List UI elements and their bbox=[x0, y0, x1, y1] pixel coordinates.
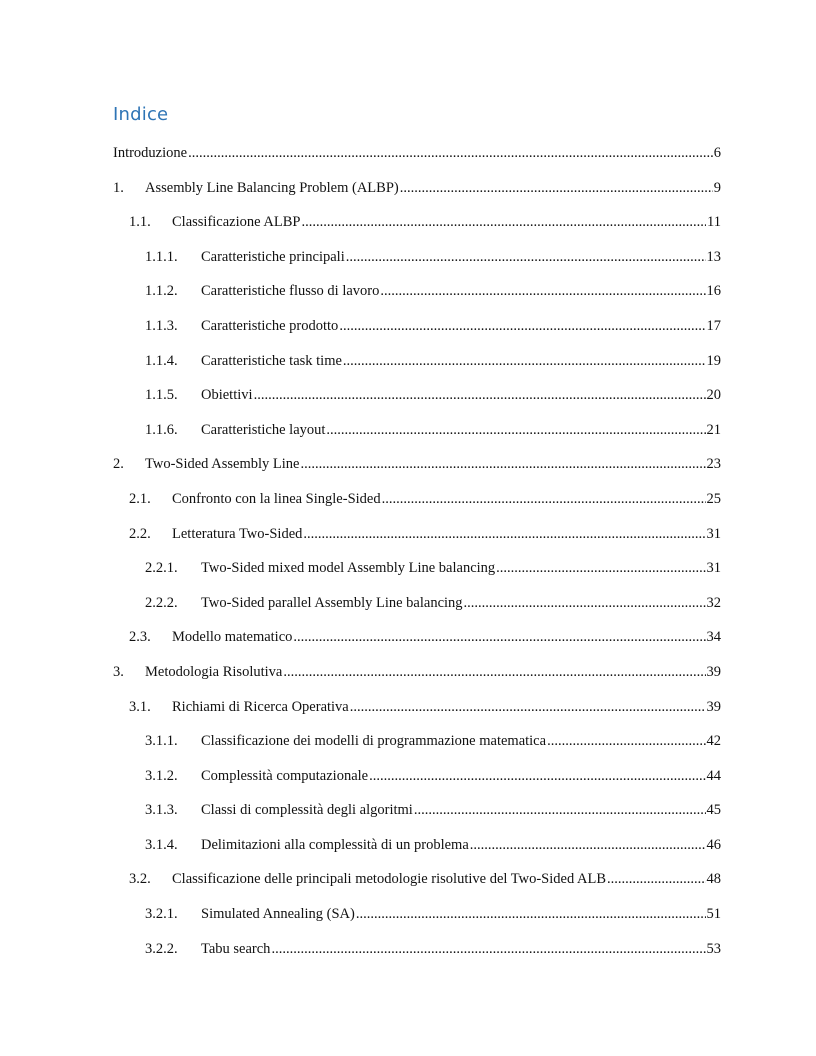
toc-entry-label: Two-Sided Assembly Line bbox=[145, 456, 300, 473]
toc-entry-page: 39 bbox=[706, 698, 721, 715]
toc-entry-number: 1. bbox=[113, 179, 124, 196]
toc-entry-label: Classificazione ALBP bbox=[172, 214, 301, 231]
toc-entry[interactable] bbox=[113, 526, 721, 561]
toc-dot-leader bbox=[414, 802, 706, 819]
toc-entry-label: Simulated Annealing (SA) bbox=[201, 906, 355, 923]
toc-entry-page: 32 bbox=[706, 594, 721, 611]
toc-entry-number: 3.2.1. bbox=[145, 906, 178, 923]
toc-entry[interactable] bbox=[113, 699, 721, 734]
toc-entry-number: 3.1.3. bbox=[145, 802, 178, 819]
toc-entry-number: 1.1.1. bbox=[145, 248, 178, 265]
toc-entry[interactable] bbox=[113, 283, 721, 318]
toc-entry-page: 19 bbox=[706, 352, 721, 369]
toc-entry-number: 3. bbox=[113, 663, 124, 680]
toc-entry[interactable] bbox=[113, 733, 721, 768]
toc-entry-page: 46 bbox=[706, 836, 721, 853]
toc-dot-leader bbox=[607, 871, 705, 888]
toc-dot-leader bbox=[301, 214, 706, 231]
toc-entry-number: 2.2. bbox=[129, 525, 151, 542]
toc-entry-label: Classi di complessità degli algoritmi bbox=[201, 802, 413, 819]
toc-dot-leader bbox=[326, 422, 705, 439]
toc-entry-number: 3.1. bbox=[129, 698, 151, 715]
toc-entry-label: Caratteristiche task time bbox=[201, 352, 342, 369]
toc-entry-label: Modello matematico bbox=[172, 629, 293, 646]
toc-entry[interactable] bbox=[113, 837, 721, 872]
toc-entry[interactable] bbox=[113, 629, 721, 664]
toc-entry-page: 31 bbox=[706, 525, 721, 542]
toc-entry-label: Classificazione dei modelli di programmazione matematica bbox=[201, 733, 547, 750]
toc-entry-label: Delimitazioni alla complessità di un problema bbox=[201, 836, 469, 853]
toc-entry[interactable] bbox=[113, 387, 721, 422]
toc-entry-page: 53 bbox=[706, 940, 721, 957]
toc-entry-label: Caratteristiche prodotto bbox=[201, 317, 339, 334]
toc-dot-leader bbox=[271, 941, 705, 958]
toc-dot-leader bbox=[283, 664, 705, 681]
toc-dot-leader bbox=[346, 249, 706, 266]
toc-entry[interactable] bbox=[113, 214, 721, 249]
toc-entry-number: 1.1.6. bbox=[145, 421, 178, 438]
toc-entry[interactable] bbox=[113, 664, 721, 699]
toc-entry-page: 45 bbox=[706, 802, 721, 819]
toc-entry-page: 17 bbox=[706, 317, 721, 334]
toc-dot-leader bbox=[400, 180, 713, 197]
toc-entry[interactable] bbox=[113, 871, 721, 906]
toc-entry-number: 1.1.4. bbox=[145, 352, 178, 369]
toc-entry[interactable] bbox=[113, 249, 721, 284]
toc-entry[interactable] bbox=[113, 353, 721, 388]
toc-entry-number: 3.2.2. bbox=[145, 940, 178, 957]
toc-entry-number: 2.1. bbox=[129, 490, 151, 507]
toc-title: Indice bbox=[113, 104, 169, 125]
toc-dot-leader bbox=[343, 353, 706, 370]
toc-dot-leader bbox=[254, 387, 706, 404]
toc-dot-leader bbox=[339, 318, 705, 335]
toc-entry[interactable] bbox=[113, 802, 721, 837]
toc-dot-leader bbox=[470, 837, 706, 854]
toc-entry[interactable] bbox=[113, 768, 721, 803]
toc-entry-page: 23 bbox=[706, 456, 721, 473]
toc-entry-label: Complessità computazionale bbox=[201, 767, 369, 784]
toc-entry-number: 2.2.2. bbox=[145, 594, 178, 611]
toc-entry-page: 39 bbox=[706, 663, 721, 680]
toc-entry-number: 3.1.1. bbox=[145, 733, 178, 750]
toc-dot-leader bbox=[350, 699, 706, 716]
toc-entry-number: 1.1. bbox=[129, 214, 151, 231]
toc-entry-page: 6 bbox=[713, 145, 721, 161]
toc-entry-label: Metodologia Risolutiva bbox=[145, 663, 283, 680]
toc-entry-number: 2.2.1. bbox=[145, 560, 178, 577]
toc-entry-number: 2.3. bbox=[129, 629, 151, 646]
toc-dot-leader bbox=[293, 629, 705, 646]
toc-entry[interactable] bbox=[113, 941, 721, 976]
toc-dot-leader bbox=[188, 145, 713, 162]
toc-entry-label: Two-Sided parallel Assembly Line balancing bbox=[201, 594, 463, 611]
toc-entry-number: 1.1.3. bbox=[145, 317, 178, 334]
toc-entry-label: Caratteristiche layout bbox=[201, 421, 326, 438]
toc-entry[interactable] bbox=[113, 906, 721, 941]
toc-entry-label: Assembly Line Balancing Problem (ALBP) bbox=[145, 179, 399, 196]
toc-dot-leader bbox=[380, 283, 705, 300]
toc-entry-page: 34 bbox=[706, 629, 721, 646]
toc-dot-leader bbox=[300, 456, 705, 473]
toc-dot-leader bbox=[356, 906, 706, 923]
toc-entry-page: 20 bbox=[706, 387, 721, 404]
toc-entry[interactable] bbox=[113, 491, 721, 526]
toc-entry[interactable] bbox=[113, 456, 721, 491]
toc-entry-page: 42 bbox=[706, 733, 721, 750]
toc-entry-label: Letteratura Two-Sided bbox=[172, 525, 303, 542]
toc-entry-label: Obiettivi bbox=[201, 387, 253, 404]
toc-entry-label: Caratteristiche principali bbox=[201, 248, 345, 265]
toc-entry-page: 9 bbox=[713, 179, 721, 196]
toc-entry[interactable] bbox=[113, 422, 721, 457]
toc-entry-page: 44 bbox=[706, 767, 721, 784]
toc-entry-number: 1.1.2. bbox=[145, 283, 178, 300]
toc-entry[interactable] bbox=[113, 145, 721, 180]
toc-entry[interactable] bbox=[113, 560, 721, 595]
toc-entry-label: Classificazione delle principali metodologie risolutive del Two-Sided ALB bbox=[172, 871, 607, 888]
toc-entry-label: Introduzione bbox=[113, 145, 188, 161]
toc-entry-page: 25 bbox=[706, 490, 721, 507]
toc-entry-number: 3.1.2. bbox=[145, 767, 178, 784]
toc-entry[interactable] bbox=[113, 180, 721, 215]
toc-entry-number: 1.1.5. bbox=[145, 387, 178, 404]
toc-entry-page: 16 bbox=[706, 283, 721, 300]
toc-entry[interactable] bbox=[113, 318, 721, 353]
toc-entry-number: 3.1.4. bbox=[145, 836, 178, 853]
toc-dot-leader bbox=[547, 733, 705, 750]
toc-entry-label: Richiami di Ricerca Operativa bbox=[172, 698, 349, 715]
toc-dot-leader bbox=[303, 526, 705, 543]
toc-entry-label: Caratteristiche flusso di lavoro bbox=[201, 283, 380, 300]
toc-dot-leader bbox=[369, 768, 705, 785]
toc-entry-page: 31 bbox=[706, 560, 721, 577]
toc-dot-leader bbox=[382, 491, 706, 508]
toc-dot-leader bbox=[496, 560, 705, 577]
toc-entry-page: 21 bbox=[706, 421, 721, 438]
toc-entry-page: 51 bbox=[706, 906, 721, 923]
toc-entry[interactable] bbox=[113, 595, 721, 630]
toc-entry-label: Tabu search bbox=[201, 940, 271, 957]
toc-entry-page: 48 bbox=[706, 871, 721, 888]
toc-entry-page: 13 bbox=[706, 248, 721, 265]
toc-entry-label: Two-Sided mixed model Assembly Line balancing bbox=[201, 560, 496, 577]
toc-entry-label: Confronto con la linea Single-Sided bbox=[172, 490, 381, 507]
toc-dot-leader bbox=[464, 595, 706, 612]
toc-entry-number: 2. bbox=[113, 456, 124, 473]
toc-entry-page: 11 bbox=[707, 214, 721, 231]
toc-entry-number: 3.2. bbox=[129, 871, 151, 888]
table-of-contents bbox=[113, 145, 721, 975]
